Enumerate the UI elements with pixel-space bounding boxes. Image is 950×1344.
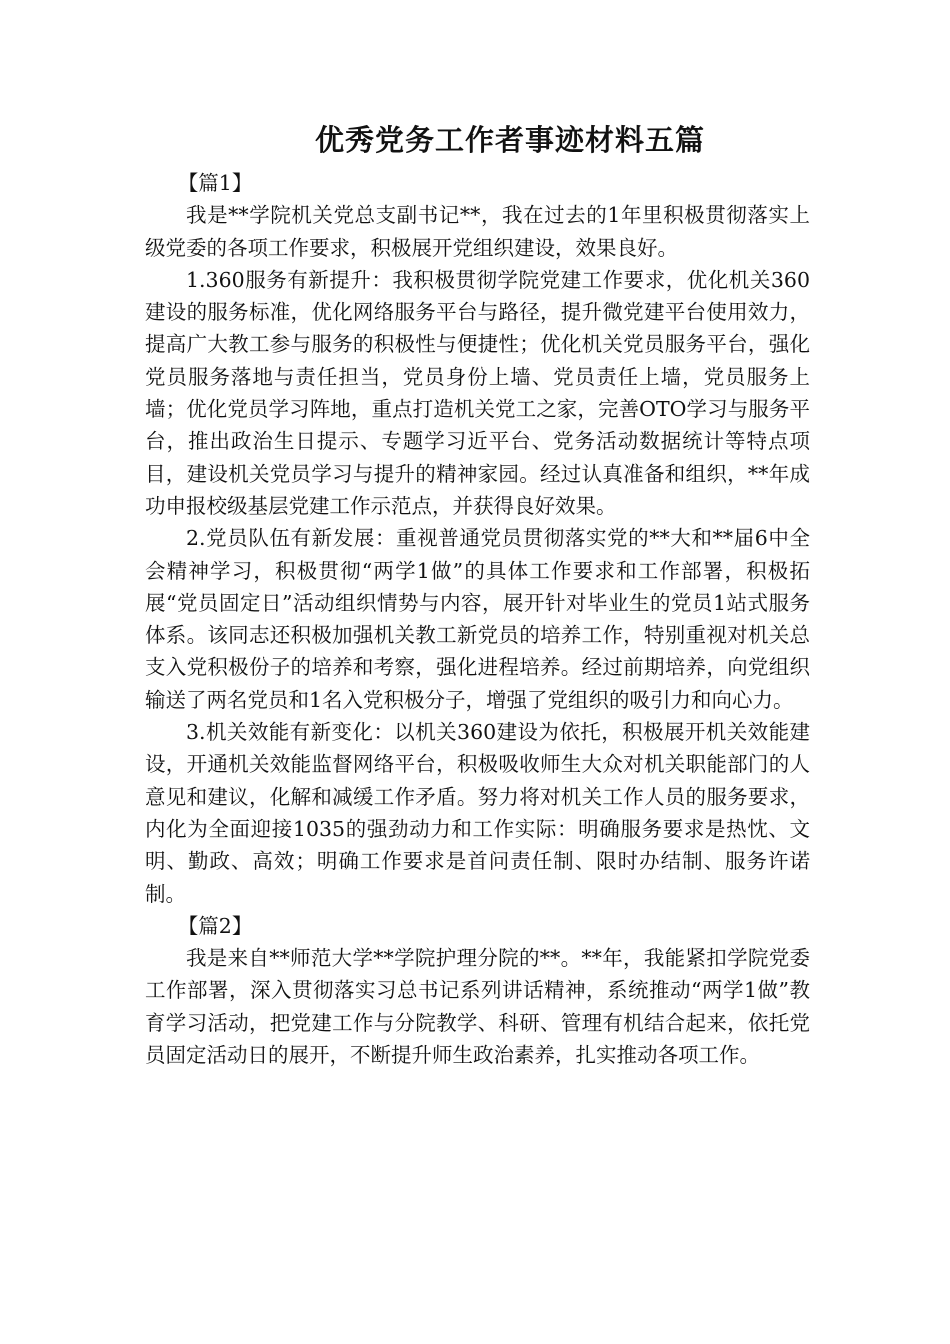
body-paragraph: 2.党员队伍有新发展：重视普通党员贯彻落实党的**大和**届6中全会精神学习，积极贯彻“两学1做”的具体工作要求和工作部署，积极拓展“党员固定日”活动组织情势与内容，展开针对毕业生的党员1站式服务体系。该同志还积极加强机关教工新党员的培养工作，特别重视对机关总支入党积极份子的培养和考察，强化进程培养。经过前期培养，向党组织输送了两名党员和1名入党积极分子，增强了党组织的吸引力和向心力。: [145, 526, 810, 712]
body-paragraph: 1.360服务有新提升：我积极贯彻学院党建工作要求，优化机关360建设的服务标准，优化网络服务平台与路径，提升微党建平台使用效力，提高广大教工参与服务的积极性与便捷性；优化机关党员服务平台，强化党员服务落地与责任担当，党员身份上墙、党员责任上墙，党员服务上墙；优化党员学习阵地，重点打造机关党工之家，完善OTO学习与服务平台，推出政治生日提示、专题学习近平台、党务活动数据统计等特点项目，建设机关党员学习与提升的精神家园。经过认真准备和组织，**年成功申报校级基层党建工作示范点，并获得良好效果。: [145, 267, 810, 518]
document-body: [145, 167, 810, 1071]
document-title: 优秀党务工作者事迹材料五篇: [314, 123, 705, 157]
body-paragraph: 我是来自**师范大学**学院护理分院的**。**年，我能紧扣学院党委工作部署，深入贯彻落实习总书记系列讲话精神，系统推动“两学1做”教育学习活动，把党建工作与分院教学、科研、管理有机结合起来，依托党员固定活动日的展开，不断提升师生政治素养，扎实推动各项工作。: [145, 946, 810, 1068]
section-heading-1: 【篇1】: [177, 171, 253, 195]
body-paragraph: 我是**学院机关党总支副书记**，我在过去的1年里积极贯彻落实上级党委的各项工作要求，积极展开党组织建设，效果良好。: [145, 203, 810, 260]
body-paragraph: 3.机关效能有新变化：以机关360建设为依托，积极展开机关效能建设，开通机关效能监督网络平台，积极吸收师生大众对机关职能部门的人意见和建议，化解和减缓工作矛盾。努力将对机关工作人员的服务要求，内化为全面迎接1035的强劲动力和工作实际：明确服务要求是热忱、文明、勤政、高效；明确工作要求是首问责任制、限时办结制、服务许诺制。: [145, 720, 810, 906]
section-heading-2: 【篇2】: [177, 913, 253, 938]
